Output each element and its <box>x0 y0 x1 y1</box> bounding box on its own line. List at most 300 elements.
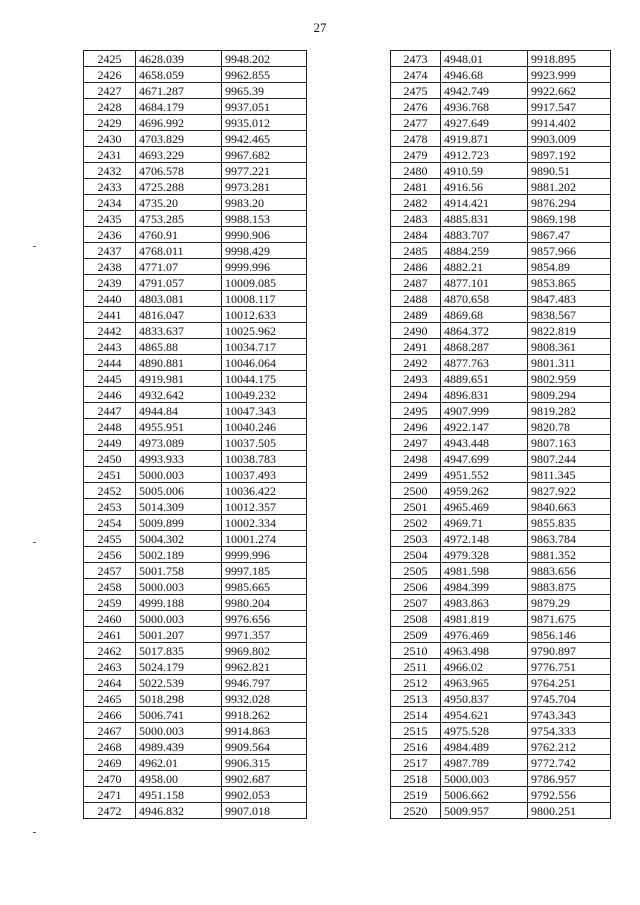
table-row <box>391 547 611 563</box>
x-coordinate-cell: 4693.229 <box>136 147 222 163</box>
y-coordinate-cell: 10049.232 <box>222 387 307 403</box>
x-coordinate-cell: 5014.309 <box>136 499 222 515</box>
y-coordinate-cell: 9847.483 <box>528 291 611 307</box>
x-coordinate-cell: 4962.01 <box>136 755 222 771</box>
x-coordinate-cell: 4966.02 <box>441 659 528 675</box>
table-row <box>84 707 307 723</box>
x-coordinate-cell: 4993.933 <box>136 451 222 467</box>
y-coordinate-cell: 9792.556 <box>528 787 611 803</box>
y-coordinate-cell: 9809.294 <box>528 387 611 403</box>
x-coordinate-cell: 4943.448 <box>441 435 528 451</box>
x-coordinate-cell: 4907.999 <box>441 403 528 419</box>
margin-mark <box>33 246 36 247</box>
x-coordinate-cell: 5005.006 <box>136 483 222 499</box>
table-row <box>391 579 611 595</box>
point-number-cell: 2443 <box>84 339 136 355</box>
y-coordinate-cell: 9871.675 <box>528 611 611 627</box>
y-coordinate-cell: 10037.493 <box>222 467 307 483</box>
table-row <box>391 803 611 819</box>
x-coordinate-cell: 4955.951 <box>136 419 222 435</box>
point-number-cell: 2519 <box>391 787 441 803</box>
y-coordinate-cell: 9969.802 <box>222 643 307 659</box>
point-number-cell: 2480 <box>391 163 441 179</box>
table-row <box>391 67 611 83</box>
table-row <box>84 435 307 451</box>
point-number-cell: 2484 <box>391 227 441 243</box>
coordinates-table-right <box>390 50 611 819</box>
y-coordinate-cell: 9965.39 <box>222 83 307 99</box>
y-coordinate-cell: 9854.89 <box>528 259 611 275</box>
x-coordinate-cell: 4983.863 <box>441 595 528 611</box>
point-number-cell: 2435 <box>84 211 136 227</box>
point-number-cell: 2460 <box>84 611 136 627</box>
table-row <box>84 83 307 99</box>
point-number-cell: 2468 <box>84 739 136 755</box>
table-row <box>391 163 611 179</box>
y-coordinate-cell: 10044.175 <box>222 371 307 387</box>
y-coordinate-cell: 9840.663 <box>528 499 611 515</box>
table-row <box>391 499 611 515</box>
point-number-cell: 2475 <box>391 83 441 99</box>
table-row <box>84 163 307 179</box>
y-coordinate-cell: 9985.665 <box>222 579 307 595</box>
point-number-cell: 2451 <box>84 467 136 483</box>
x-coordinate-cell: 4816.047 <box>136 307 222 323</box>
y-coordinate-cell: 9932.028 <box>222 691 307 707</box>
point-number-cell: 2449 <box>84 435 136 451</box>
x-coordinate-cell: 4877.763 <box>441 355 528 371</box>
table-row <box>391 323 611 339</box>
y-coordinate-cell: 9743.343 <box>528 707 611 723</box>
table-row <box>84 643 307 659</box>
y-coordinate-cell: 9745.704 <box>528 691 611 707</box>
point-number-cell: 2446 <box>84 387 136 403</box>
point-number-cell: 2500 <box>391 483 441 499</box>
x-coordinate-cell: 4877.101 <box>441 275 528 291</box>
point-number-cell: 2495 <box>391 403 441 419</box>
table-row <box>391 99 611 115</box>
x-coordinate-cell: 4628.039 <box>136 51 222 67</box>
table-row <box>84 243 307 259</box>
table-row <box>84 339 307 355</box>
table-row <box>391 755 611 771</box>
x-coordinate-cell: 4958.00 <box>136 771 222 787</box>
point-number-cell: 2497 <box>391 435 441 451</box>
table-row <box>84 147 307 163</box>
table-row <box>391 131 611 147</box>
table-row <box>84 531 307 547</box>
x-coordinate-cell: 4912.723 <box>441 147 528 163</box>
x-coordinate-cell: 4671.287 <box>136 83 222 99</box>
x-coordinate-cell: 4922.147 <box>441 419 528 435</box>
margin-mark <box>33 832 36 833</box>
x-coordinate-cell: 4870.658 <box>441 291 528 307</box>
table-row <box>84 611 307 627</box>
x-coordinate-cell: 5022.539 <box>136 675 222 691</box>
point-number-cell: 2482 <box>391 195 441 211</box>
x-coordinate-cell: 4725.288 <box>136 179 222 195</box>
table-row <box>84 115 307 131</box>
table-row <box>84 387 307 403</box>
x-coordinate-cell: 4864.372 <box>441 323 528 339</box>
x-coordinate-cell: 4954.621 <box>441 707 528 723</box>
y-coordinate-cell: 9962.855 <box>222 67 307 83</box>
y-coordinate-cell: 9998.429 <box>222 243 307 259</box>
y-coordinate-cell: 9918.262 <box>222 707 307 723</box>
x-coordinate-cell: 4946.68 <box>441 67 528 83</box>
page-number: 27 <box>313 20 327 35</box>
table-row <box>391 611 611 627</box>
point-number-cell: 2455 <box>84 531 136 547</box>
table-row <box>84 579 307 595</box>
x-coordinate-cell: 5024.179 <box>136 659 222 675</box>
table-row <box>84 595 307 611</box>
point-number-cell: 2518 <box>391 771 441 787</box>
point-number-cell: 2454 <box>84 515 136 531</box>
point-number-cell: 2461 <box>84 627 136 643</box>
x-coordinate-cell: 4890.881 <box>136 355 222 371</box>
table-row <box>84 227 307 243</box>
table-row <box>391 147 611 163</box>
point-number-cell: 2478 <box>391 131 441 147</box>
table-row <box>391 51 611 67</box>
table-row <box>84 211 307 227</box>
y-coordinate-cell: 9935.012 <box>222 115 307 131</box>
table-row <box>391 419 611 435</box>
y-coordinate-cell: 9967.682 <box>222 147 307 163</box>
x-coordinate-cell: 4771.07 <box>136 259 222 275</box>
x-coordinate-cell: 5001.758 <box>136 563 222 579</box>
table-row <box>84 755 307 771</box>
point-number-cell: 2509 <box>391 627 441 643</box>
point-number-cell: 2430 <box>84 131 136 147</box>
x-coordinate-cell: 4942.749 <box>441 83 528 99</box>
table-row <box>391 627 611 643</box>
table-row <box>391 643 611 659</box>
x-coordinate-cell: 5000.003 <box>136 723 222 739</box>
point-number-cell: 2432 <box>84 163 136 179</box>
table-row <box>391 707 611 723</box>
point-number-cell: 2517 <box>391 755 441 771</box>
point-number-cell: 2438 <box>84 259 136 275</box>
y-coordinate-cell: 9937.051 <box>222 99 307 115</box>
point-number-cell: 2491 <box>391 339 441 355</box>
point-number-cell: 2471 <box>84 787 136 803</box>
y-coordinate-cell: 9976.656 <box>222 611 307 627</box>
table-row <box>84 723 307 739</box>
y-coordinate-cell: 9942.465 <box>222 131 307 147</box>
point-number-cell: 2436 <box>84 227 136 243</box>
x-coordinate-cell: 4963.498 <box>441 643 528 659</box>
y-coordinate-cell: 9863.784 <box>528 531 611 547</box>
y-coordinate-cell: 10001.274 <box>222 531 307 547</box>
table-row <box>84 259 307 275</box>
point-number-cell: 2431 <box>84 147 136 163</box>
y-coordinate-cell: 9977.221 <box>222 163 307 179</box>
point-number-cell: 2466 <box>84 707 136 723</box>
y-coordinate-cell: 9881.352 <box>528 547 611 563</box>
y-coordinate-cell: 10037.505 <box>222 435 307 451</box>
x-coordinate-cell: 4889.651 <box>441 371 528 387</box>
point-number-cell: 2515 <box>391 723 441 739</box>
x-coordinate-cell: 4946.832 <box>136 803 222 819</box>
point-number-cell: 2492 <box>391 355 441 371</box>
table-row <box>84 627 307 643</box>
table-row <box>391 227 611 243</box>
y-coordinate-cell: 9822.819 <box>528 323 611 339</box>
x-coordinate-cell: 5001.207 <box>136 627 222 643</box>
table-row <box>84 659 307 675</box>
x-coordinate-cell: 4703.829 <box>136 131 222 147</box>
y-coordinate-cell: 9811.345 <box>528 467 611 483</box>
x-coordinate-cell: 4959.262 <box>441 483 528 499</box>
y-coordinate-cell: 9869.198 <box>528 211 611 227</box>
y-coordinate-cell: 9790.897 <box>528 643 611 659</box>
y-coordinate-cell: 10036.422 <box>222 483 307 499</box>
x-coordinate-cell: 4951.552 <box>441 467 528 483</box>
x-coordinate-cell: 4927.649 <box>441 115 528 131</box>
point-number-cell: 2463 <box>84 659 136 675</box>
table-row <box>84 467 307 483</box>
point-number-cell: 2426 <box>84 67 136 83</box>
x-coordinate-cell: 5000.003 <box>136 611 222 627</box>
point-number-cell: 2469 <box>84 755 136 771</box>
point-number-cell: 2459 <box>84 595 136 611</box>
x-coordinate-cell: 4976.469 <box>441 627 528 643</box>
x-coordinate-cell: 4919.871 <box>441 131 528 147</box>
table-row <box>84 675 307 691</box>
y-coordinate-cell: 10047.343 <box>222 403 307 419</box>
y-coordinate-cell: 10046.064 <box>222 355 307 371</box>
table-row <box>391 339 611 355</box>
y-coordinate-cell: 9973.281 <box>222 179 307 195</box>
point-number-cell: 2486 <box>391 259 441 275</box>
y-coordinate-cell: 10038.783 <box>222 451 307 467</box>
y-coordinate-cell: 9819.282 <box>528 403 611 419</box>
y-coordinate-cell: 9800.251 <box>528 803 611 819</box>
y-coordinate-cell: 9827.922 <box>528 483 611 499</box>
y-coordinate-cell: 9883.875 <box>528 579 611 595</box>
point-number-cell: 2506 <box>391 579 441 595</box>
y-coordinate-cell: 9946.797 <box>222 675 307 691</box>
y-coordinate-cell: 9917.547 <box>528 99 611 115</box>
x-coordinate-cell: 4869.68 <box>441 307 528 323</box>
x-coordinate-cell: 5000.003 <box>136 467 222 483</box>
x-coordinate-cell: 5004.302 <box>136 531 222 547</box>
y-coordinate-cell: 9948.202 <box>222 51 307 67</box>
x-coordinate-cell: 4803.081 <box>136 291 222 307</box>
point-number-cell: 2445 <box>84 371 136 387</box>
y-coordinate-cell: 9764.251 <box>528 675 611 691</box>
table-row <box>84 99 307 115</box>
table-row <box>391 83 611 99</box>
y-coordinate-cell: 10025.962 <box>222 323 307 339</box>
y-coordinate-cell: 10002.334 <box>222 515 307 531</box>
point-number-cell: 2462 <box>84 643 136 659</box>
y-coordinate-cell: 9786.957 <box>528 771 611 787</box>
point-number-cell: 2502 <box>391 515 441 531</box>
table-row <box>391 259 611 275</box>
point-number-cell: 2425 <box>84 51 136 67</box>
point-number-cell: 2511 <box>391 659 441 675</box>
point-number-cell: 2444 <box>84 355 136 371</box>
y-coordinate-cell: 9856.146 <box>528 627 611 643</box>
x-coordinate-cell: 5002.189 <box>136 547 222 563</box>
table-row <box>391 371 611 387</box>
table-row <box>391 179 611 195</box>
x-coordinate-cell: 4735.20 <box>136 195 222 211</box>
x-coordinate-cell: 4969.71 <box>441 515 528 531</box>
table-row <box>84 131 307 147</box>
point-number-cell: 2490 <box>391 323 441 339</box>
y-coordinate-cell: 9999.996 <box>222 547 307 563</box>
table-row <box>391 787 611 803</box>
y-coordinate-cell: 9988.153 <box>222 211 307 227</box>
y-coordinate-cell: 10008.117 <box>222 291 307 307</box>
table-row <box>391 243 611 259</box>
table-row <box>391 595 611 611</box>
x-coordinate-cell: 4965.469 <box>441 499 528 515</box>
x-coordinate-cell: 4950.837 <box>441 691 528 707</box>
point-number-cell: 2494 <box>391 387 441 403</box>
point-number-cell: 2493 <box>391 371 441 387</box>
table-row <box>391 195 611 211</box>
y-coordinate-cell: 9890.51 <box>528 163 611 179</box>
y-coordinate-cell: 9902.687 <box>222 771 307 787</box>
table-row <box>391 435 611 451</box>
point-number-cell: 2510 <box>391 643 441 659</box>
y-coordinate-cell: 9922.662 <box>528 83 611 99</box>
table-row <box>391 451 611 467</box>
table-row <box>84 691 307 707</box>
table-row <box>84 787 307 803</box>
x-coordinate-cell: 5009.899 <box>136 515 222 531</box>
table-row <box>391 307 611 323</box>
y-coordinate-cell: 9971.357 <box>222 627 307 643</box>
y-coordinate-cell: 9776.751 <box>528 659 611 675</box>
point-number-cell: 2447 <box>84 403 136 419</box>
point-number-cell: 2479 <box>391 147 441 163</box>
table-row <box>391 723 611 739</box>
table-row <box>391 771 611 787</box>
x-coordinate-cell: 4944.84 <box>136 403 222 419</box>
table-row <box>84 547 307 563</box>
point-number-cell: 2514 <box>391 707 441 723</box>
x-coordinate-cell: 4999.188 <box>136 595 222 611</box>
y-coordinate-cell: 9807.244 <box>528 451 611 467</box>
x-coordinate-cell: 4910.59 <box>441 163 528 179</box>
y-coordinate-cell: 9962.821 <box>222 659 307 675</box>
y-coordinate-cell: 10012.357 <box>222 499 307 515</box>
point-number-cell: 2465 <box>84 691 136 707</box>
x-coordinate-cell: 4984.489 <box>441 739 528 755</box>
point-number-cell: 2453 <box>84 499 136 515</box>
y-coordinate-cell: 9867.47 <box>528 227 611 243</box>
table-row <box>84 323 307 339</box>
y-coordinate-cell: 9855.835 <box>528 515 611 531</box>
point-number-cell: 2488 <box>391 291 441 307</box>
x-coordinate-cell: 4987.789 <box>441 755 528 771</box>
y-coordinate-cell: 9903.009 <box>528 131 611 147</box>
point-number-cell: 2474 <box>391 67 441 83</box>
point-number-cell: 2473 <box>391 51 441 67</box>
x-coordinate-cell: 5000.003 <box>441 771 528 787</box>
point-number-cell: 2439 <box>84 275 136 291</box>
table-row <box>391 291 611 307</box>
x-coordinate-cell: 4932.642 <box>136 387 222 403</box>
point-number-cell: 2499 <box>391 467 441 483</box>
x-coordinate-cell: 5018.298 <box>136 691 222 707</box>
point-number-cell: 2487 <box>391 275 441 291</box>
point-number-cell: 2496 <box>391 419 441 435</box>
y-coordinate-cell: 10040.246 <box>222 419 307 435</box>
y-coordinate-cell: 10009.085 <box>222 275 307 291</box>
point-number-cell: 2464 <box>84 675 136 691</box>
point-number-cell: 2429 <box>84 115 136 131</box>
y-coordinate-cell: 10012.633 <box>222 307 307 323</box>
x-coordinate-cell: 5006.662 <box>441 787 528 803</box>
table-row <box>391 355 611 371</box>
y-coordinate-cell: 9923.999 <box>528 67 611 83</box>
y-coordinate-cell: 9990.906 <box>222 227 307 243</box>
x-coordinate-cell: 4972.148 <box>441 531 528 547</box>
table-row <box>84 355 307 371</box>
x-coordinate-cell: 4951.158 <box>136 787 222 803</box>
point-number-cell: 2507 <box>391 595 441 611</box>
table-row <box>84 179 307 195</box>
point-number-cell: 2428 <box>84 99 136 115</box>
point-number-cell: 2442 <box>84 323 136 339</box>
x-coordinate-cell: 4981.598 <box>441 563 528 579</box>
y-coordinate-cell: 9914.402 <box>528 115 611 131</box>
y-coordinate-cell: 9857.966 <box>528 243 611 259</box>
table-row <box>84 771 307 787</box>
table-row <box>391 515 611 531</box>
table-row <box>391 467 611 483</box>
y-coordinate-cell: 9906.315 <box>222 755 307 771</box>
table-row <box>84 307 307 323</box>
x-coordinate-cell: 4760.91 <box>136 227 222 243</box>
table-row <box>84 803 307 819</box>
point-number-cell: 2501 <box>391 499 441 515</box>
x-coordinate-cell: 4984.399 <box>441 579 528 595</box>
y-coordinate-cell: 9807.163 <box>528 435 611 451</box>
y-coordinate-cell: 9983.20 <box>222 195 307 211</box>
table-row <box>391 675 611 691</box>
x-coordinate-cell: 4833.637 <box>136 323 222 339</box>
table-row <box>391 691 611 707</box>
x-coordinate-cell: 4975.528 <box>441 723 528 739</box>
table-row <box>391 387 611 403</box>
x-coordinate-cell: 4883.707 <box>441 227 528 243</box>
table-row <box>84 403 307 419</box>
x-coordinate-cell: 4658.059 <box>136 67 222 83</box>
x-coordinate-cell: 4916.56 <box>441 179 528 195</box>
point-number-cell: 2456 <box>84 547 136 563</box>
point-number-cell: 2437 <box>84 243 136 259</box>
y-coordinate-cell: 9902.053 <box>222 787 307 803</box>
x-coordinate-cell: 4753.285 <box>136 211 222 227</box>
x-coordinate-cell: 4919.981 <box>136 371 222 387</box>
point-number-cell: 2457 <box>84 563 136 579</box>
table-row <box>84 451 307 467</box>
table-row <box>391 739 611 755</box>
y-coordinate-cell: 9838.567 <box>528 307 611 323</box>
y-coordinate-cell: 9762.212 <box>528 739 611 755</box>
point-number-cell: 2433 <box>84 179 136 195</box>
point-number-cell: 2440 <box>84 291 136 307</box>
y-coordinate-cell: 9914.863 <box>222 723 307 739</box>
